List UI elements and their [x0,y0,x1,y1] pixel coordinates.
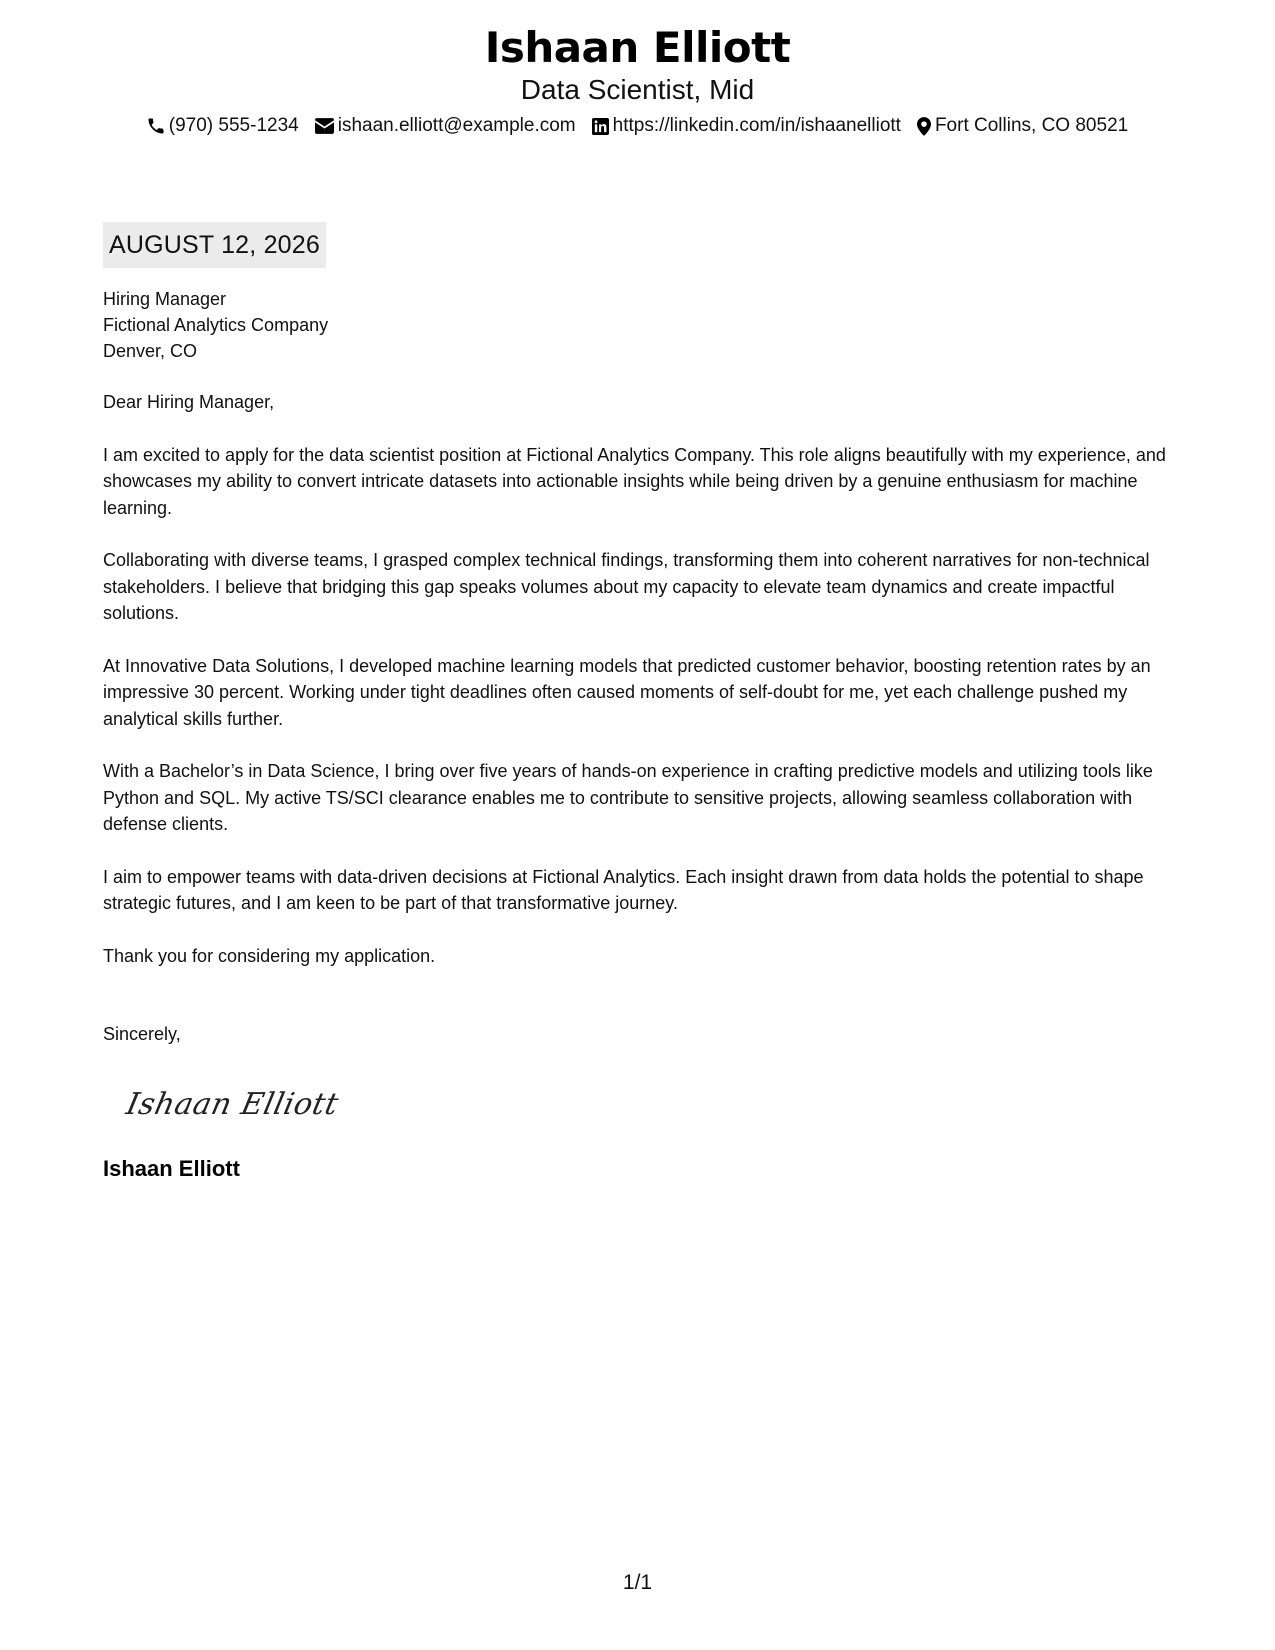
phone-text: (970) 555-1234 [168,115,299,136]
email-text[interactable]: ishaan.elliott@example.com [337,115,576,136]
phone-icon [147,117,165,135]
closing: Sincerely, [103,1024,181,1044]
job-title: Data Scientist, Mid [520,74,755,105]
recipient-company: Fictional Analytics Company [103,315,329,335]
map-pin-icon [917,117,931,136]
envelope-icon [315,118,334,134]
recipient-block [103,286,1183,364]
location-text: Fort Collins, CO 80521 [934,115,1129,136]
paragraph-qualifications: With a Bachelor’s in Data Science, I bring over five years of hands-on experience in crafting predictive models and utilizing tools like Python and SQL. My active TS/SCI clearance enables me to contribute to sensitive projects, allowing seamless collaboration with defense clients. [103,761,1153,834]
linkedin-icon [592,118,609,135]
contact-location [917,114,1128,138]
letter-date: AUGUST 12, 2026 [103,222,326,268]
signer-name: Ishaan Elliott [103,1156,240,1181]
paragraph-thanks: Thank you for considering my application. [103,945,436,966]
signature-image [123,1076,343,1130]
recipient-location: Denver, CO [103,341,198,361]
contact-bar [0,114,1275,138]
paragraph-intro: I am excited to apply for the data scientist position at Fictional Analytics Company. This role aligns beautifully with my experience, and showcases my ability to convert intricate datasets into actionable insights while being driven by a genuine enthusiasm for machine learning. [103,444,1166,518]
letter-header [0,22,1275,138]
contact-phone [147,114,299,138]
paragraph-experience: At Innovative Data Solutions, I developed machine learning models that predicted customer behavior, boosting retention rates by an impressive 30 percent. Working under tight deadlines often caused moments of self-doubt for me, yet each challenge pushed my analytical skills further. [103,655,1151,729]
linkedin-text[interactable]: https://linkedin.com/in/ishaanelliott [612,115,901,136]
page-number: 1/1 [622,1571,653,1594]
signature-script: Ishaan Elliott [123,1086,342,1122]
greeting: Dear Hiring Manager, [103,392,275,412]
recipient-title: Hiring Manager [103,289,227,309]
applicant-name: Ishaan Elliott [484,23,791,72]
contact-email[interactable] [315,114,576,138]
letter-body [103,222,1183,1183]
contact-linkedin[interactable] [592,114,901,138]
paragraph-aspiration: I aim to empower teams with data-driven decisions at Fictional Analytics. Each insight drawn from data holds the potential to shape strategic futures, and I am keen to be part of that transformative journey. [103,866,1144,913]
paragraph-collaboration: Collaborating with diverse teams, I grasped complex technical findings, transforming them into coherent narratives for non-technical stakeholders. I believe that bridging this gap speaks volumes about my capacity to elevate team dynamics and create impactful solutions. [103,550,1150,623]
